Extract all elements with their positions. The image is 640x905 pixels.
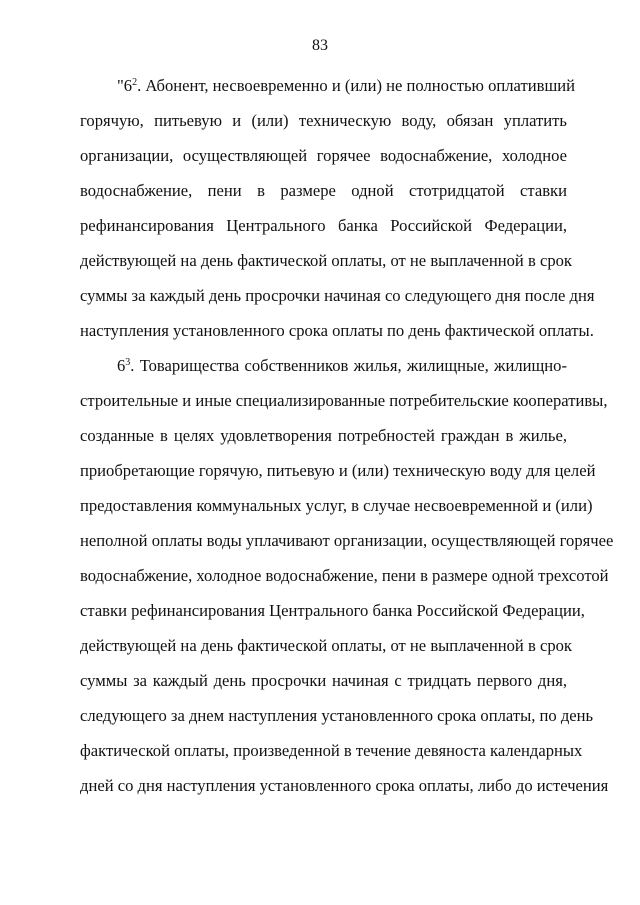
paragraph-line xyxy=(117,355,567,377)
paragraph-line: фактической оплаты, произведенной в течение девяноста календарных xyxy=(80,741,583,760)
paragraph-line: рефинансирования Центрального банка Российской Федерации, xyxy=(80,216,567,235)
paragraph-line: горячую, питьевую и (или) техническую воду, обязан уплатить xyxy=(80,111,567,130)
clause-number: 6 xyxy=(117,356,126,375)
page-number: 83 xyxy=(312,37,328,54)
paragraph-line: дней со дня наступления установленного срока оплаты, либо до истечения xyxy=(80,776,609,795)
clause-superscript: 3 xyxy=(125,357,131,368)
paragraph-line: предоставления коммунальных услуг, в случае несвоевременной и (или) xyxy=(80,496,593,515)
paragraph-line: наступления установленного срока оплаты по день фактической оплаты. xyxy=(80,321,594,340)
paragraph-line: ставки рефинансирования Центрального банка Российской Федерации, xyxy=(80,601,585,620)
clause-number: "6 xyxy=(117,76,133,95)
line-text: . Абонент, несвоевременно и (или) не полностью оплативший xyxy=(137,76,575,95)
paragraph-line: суммы за каждый день просрочки начиная со следующего дня после дня xyxy=(80,286,595,305)
paragraph-line: водоснабжение, пени в размере одной стотридцатой ставки xyxy=(80,181,567,200)
paragraph-line: действующей на день фактической оплаты, от не выплаченной в срок xyxy=(80,636,572,655)
paragraph-line: созданные в целях удовлетворения потребностей граждан в жилье, xyxy=(80,426,567,445)
paragraph-line xyxy=(117,75,575,97)
paragraph-line: следующего за днем наступления установленного срока оплаты, по день xyxy=(80,706,594,725)
paragraph-line: неполной оплаты воды уплачивают организации, осуществляющей горячее xyxy=(80,531,614,550)
paragraph-line: водоснабжение, холодное водоснабжение, пени в размере одной трехсотой xyxy=(80,566,609,585)
paragraph-line: действующей на день фактической оплаты, от не выплаченной в срок xyxy=(80,251,572,270)
clause-superscript: 2 xyxy=(132,77,138,88)
line-text: . Товарищества собственников жилья, жилищные, жилищно- xyxy=(130,356,567,375)
paragraph-line: строительные и иные специализированные потребительские кооперативы, xyxy=(80,391,608,410)
paragraph-line: организации, осуществляющей горячее водоснабжение, холодное xyxy=(80,146,567,165)
paragraph-line: приобретающие горячую, питьевую и (или) техническую воду для целей xyxy=(80,461,596,480)
paragraph-line: суммы за каждый день просрочки начиная с тридцать первого дня, xyxy=(80,671,567,690)
